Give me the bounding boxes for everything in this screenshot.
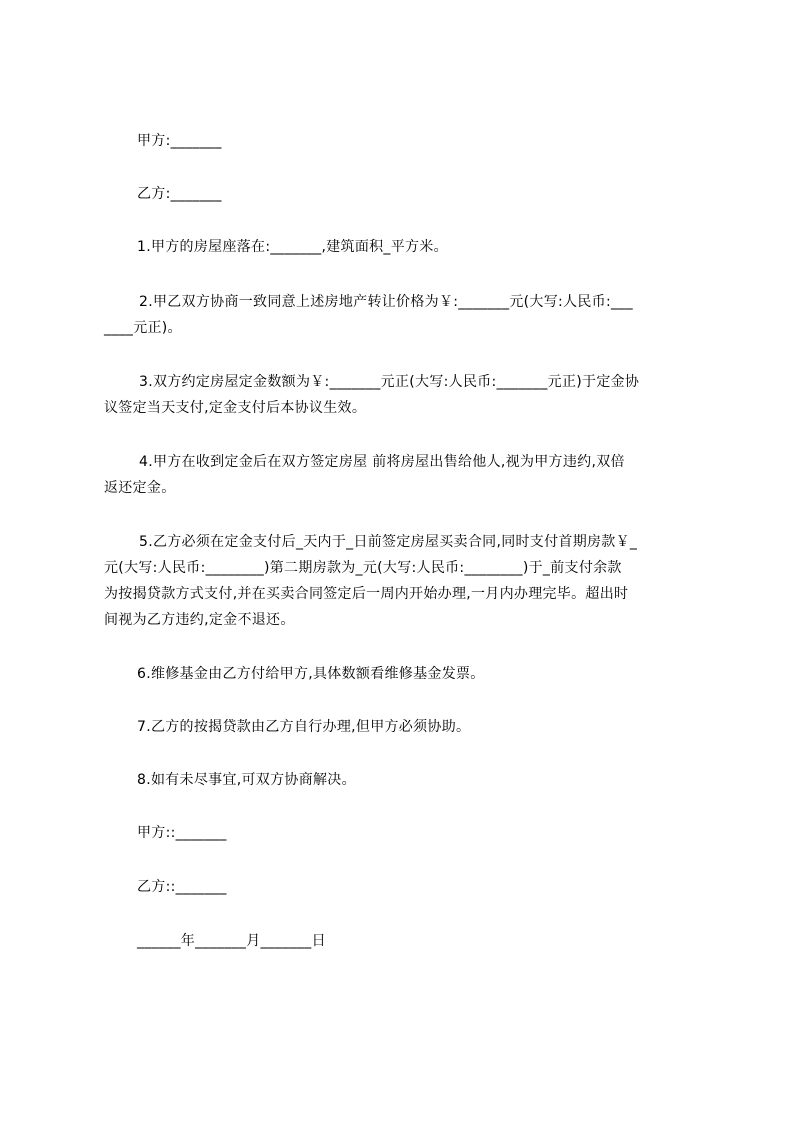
party-b-header: 乙方:_______ xyxy=(137,186,222,202)
clause-5-line-3: 为按揭贷款方式支付,并在买卖合同签定后一周内开始办理,一月内办理完毕。超出时 xyxy=(104,586,629,602)
clause-4-line-1: 4.甲方在收到定金后在双方签定房屋 前将房屋出售给他人,视为甲方违约,双倍 xyxy=(139,454,625,470)
clause-2-line-2: ____元正)。 xyxy=(104,320,182,336)
clause-1: 1.甲方的房屋座落在:_______,建筑面积_平方米。 xyxy=(137,239,448,255)
clause-2-line-1: 2.甲乙双方协商一致同意上述房地产转让价格为￥:_______元(大写:人民币:___ xyxy=(139,294,633,310)
signature-party-a: 甲方::_______ xyxy=(137,825,227,841)
clause-8: 8.如有未尽事宜,可双方协商解决。 xyxy=(137,772,356,788)
clause-4-line-2: 返还定金。 xyxy=(104,480,176,496)
clause-5-line-4: 间视为乙方违约,定金不退还。 xyxy=(104,612,295,628)
clause-5-line-1: 5.乙方必须在定金支付后_天内于_日前签定房屋买卖合同,同时支付首期房款￥_ xyxy=(139,534,638,550)
clause-3-line-1: 3.双方约定房屋定金数额为￥:_______元正(大写:人民币:_______元正)于定金协 xyxy=(139,374,640,390)
signature-party-b: 乙方::_______ xyxy=(137,879,227,895)
date-line: ______年_______月_______日 xyxy=(137,933,326,949)
clause-5-line-2: 元(大写:人民币:________)第二期房款为_元(大写:人民币:________)于_前支付余款 xyxy=(104,560,622,576)
clause-6: 6.维修基金由乙方付给甲方,具体数额看维修基金发票。 xyxy=(137,666,485,682)
clause-7: 7.乙方的按揭贷款由乙方自行办理,但甲方必须协助。 xyxy=(137,719,471,735)
party-a-header: 甲方:_______ xyxy=(137,133,222,149)
clause-3-line-2: 议签定当天支付,定金支付后本协议生效。 xyxy=(104,400,367,416)
